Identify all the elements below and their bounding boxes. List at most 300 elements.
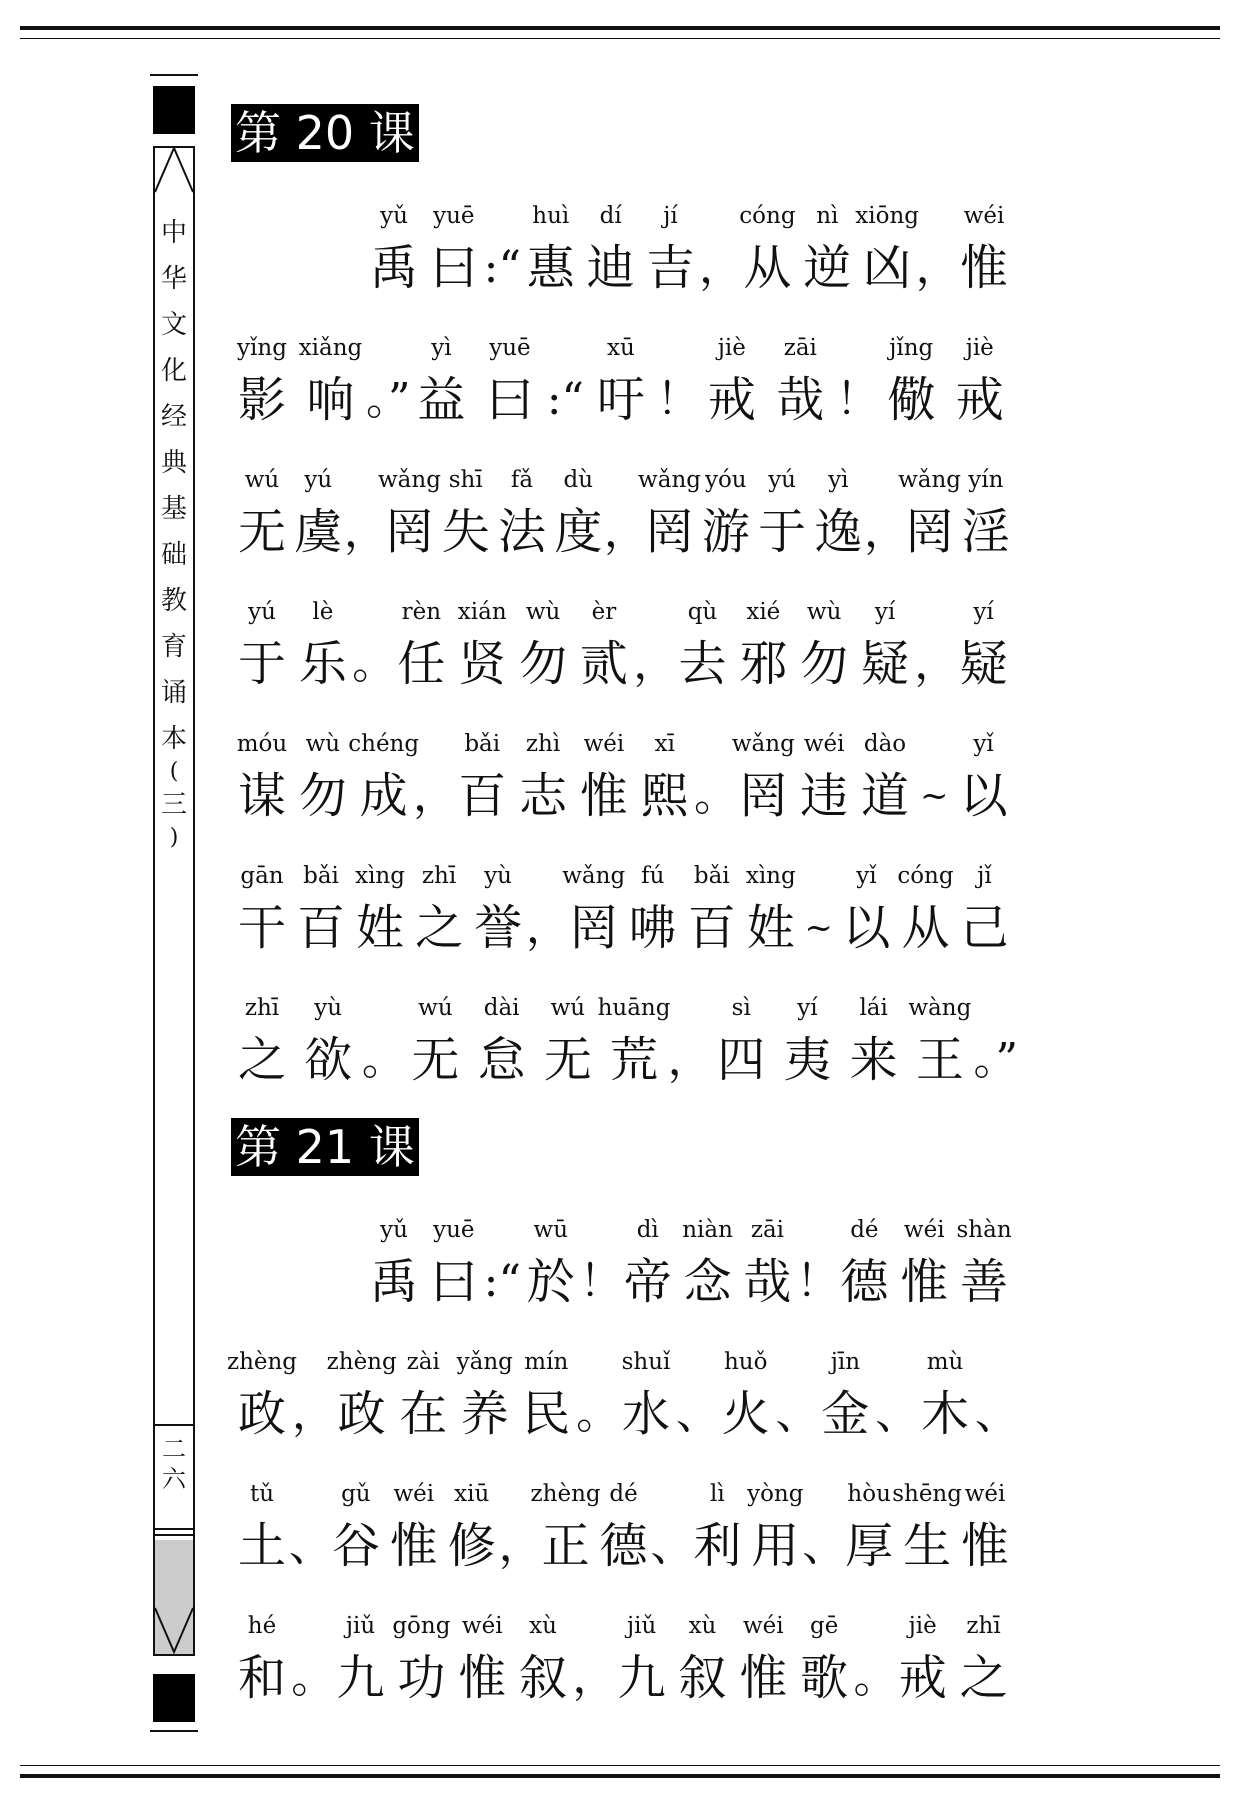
pinyin: yóu [704, 467, 747, 493]
hanzi-character: 之 [415, 900, 464, 956]
pinyin: zhì [525, 731, 561, 757]
pinyin: gōng [392, 1613, 451, 1639]
punctuation: 。 [352, 638, 397, 689]
punctuation: 、 [675, 1388, 720, 1439]
hanzi-character: 于 [758, 504, 807, 560]
hanzi-character: 勿 [519, 636, 568, 692]
hanzi-character: 叙 [678, 1650, 727, 1706]
pinyin: gǔ [341, 1481, 371, 1507]
hanzi-character: 益 [417, 372, 466, 428]
punctuation: :“ [483, 1256, 521, 1307]
punctuation: 、 [288, 1520, 333, 1571]
punctuation: ， [343, 506, 388, 557]
pinyin: shēng [892, 1481, 962, 1507]
text-row [0, 1480, 1241, 1612]
pinyin: dài [483, 995, 520, 1021]
hanzi-character: 德 [840, 1254, 889, 1310]
pinyin: wǎng [378, 467, 441, 493]
pinyin: yú [304, 467, 333, 493]
pinyin: huǒ [723, 1349, 768, 1375]
pinyin: qù [687, 599, 718, 625]
sidebar-title-char: 化 [160, 356, 187, 386]
hanzi-character: 罔 [569, 900, 618, 956]
punctuation: ， [667, 1034, 712, 1085]
pinyin: yòng [747, 1481, 804, 1507]
text-row [0, 466, 1241, 598]
hanzi-character: 戒 [898, 1650, 947, 1706]
pinyin: dì [636, 1217, 659, 1243]
sidebar-title-char: 华 [160, 264, 187, 294]
pinyin: bǎi [693, 863, 730, 889]
hanzi-character: 谋 [237, 768, 286, 824]
text-row [0, 202, 1241, 334]
pinyin: lái [859, 995, 888, 1021]
hanzi-character: 姓 [746, 900, 795, 956]
text-row [0, 334, 1241, 466]
punctuation: ， [915, 242, 960, 293]
pinyin: dí [599, 203, 622, 229]
pinyin: wǎng [562, 863, 626, 889]
pinyin: shàn [956, 1217, 1012, 1243]
hanzi-character: 利 [693, 1518, 742, 1574]
hanzi-character: 之 [237, 1032, 286, 1088]
hanzi-character: 念 [683, 1254, 732, 1310]
pinyin: jiè [717, 335, 746, 361]
pinyin: zài [406, 1349, 440, 1375]
hanzi-character: 疑 [959, 636, 1008, 692]
hanzi-character: 任 [397, 636, 446, 692]
pinyin: jí [663, 203, 678, 229]
sidebar-title-char: 三 [160, 790, 187, 820]
punctuation: 、 [650, 1520, 695, 1571]
hanzi-character: 影 [237, 372, 286, 428]
hanzi-character: 曰 [429, 1254, 478, 1310]
hanzi-character: 无 [411, 1032, 460, 1088]
text-row [0, 1348, 1241, 1480]
punctuation: 。 [361, 1034, 406, 1085]
pinyin: mín [524, 1349, 569, 1375]
pinyin: zhèng [326, 1349, 397, 1375]
pinyin: tǔ [249, 1481, 275, 1507]
hanzi-character: 政 [237, 1386, 286, 1442]
hanzi-character: 熙 [640, 768, 689, 824]
pinyin: zāi [783, 335, 817, 361]
hanzi-character: 怠 [477, 1032, 526, 1088]
hanzi-character: 正 [541, 1518, 590, 1574]
pinyin: xìng [355, 863, 405, 889]
punctuation: ， [914, 638, 959, 689]
hanzi-character: 水 [621, 1386, 670, 1442]
hanzi-character: 禹 [369, 1254, 418, 1310]
hanzi-character: 於 [526, 1254, 575, 1310]
pinyin: hòu [847, 1481, 891, 1507]
lesson-21-heading: 第 21 课 [231, 1118, 419, 1176]
sidebar-page-char: 二 [162, 1435, 186, 1463]
hanzi-character: 吉 [646, 240, 695, 296]
sidebar-title-char: ( [169, 759, 179, 784]
hanzi-character: 德 [599, 1518, 648, 1574]
pinyin: wú [418, 995, 453, 1021]
punctuation: :“ [483, 242, 521, 293]
pinyin: dù [563, 467, 594, 493]
hanzi-character: 法 [498, 504, 547, 560]
text-row [0, 1612, 1241, 1744]
pinyin: wū [533, 1217, 569, 1243]
pinyin: yǐ [856, 863, 877, 889]
hanzi-character: 生 [903, 1518, 952, 1574]
pinyin: wéi [803, 731, 845, 757]
pinyin: yuē [489, 335, 531, 361]
lesson-20-heading: 第 20 课 [231, 104, 419, 162]
punctuation: 。” [973, 1034, 1018, 1085]
pinyin: wú [244, 467, 280, 493]
hanzi-character: 木 [921, 1386, 970, 1442]
hanzi-character: 罔 [645, 504, 694, 560]
pinyin: jiè [965, 335, 994, 361]
hanzi-character: 誉 [474, 900, 523, 956]
pinyin: xiū [454, 1481, 490, 1507]
hanzi-character: 志 [519, 768, 568, 824]
pinyin: yí [973, 599, 994, 625]
hanzi-character: 成 [359, 768, 408, 824]
hanzi-character: 百 [687, 900, 736, 956]
pinyin: yuē [433, 1217, 475, 1243]
punctuation: ！ [656, 374, 701, 425]
hanzi-character: 百 [458, 768, 507, 824]
hanzi-character: 贰 [579, 636, 628, 692]
punctuation: ， [572, 1652, 617, 1703]
hanzi-character: 惟 [739, 1650, 788, 1706]
hanzi-character: 从 [901, 900, 950, 956]
hanzi-character: 响 [306, 372, 355, 428]
pinyin: xiǎng [298, 335, 363, 361]
hanzi-character: 在 [399, 1386, 448, 1442]
hanzi-character: 曰 [485, 372, 534, 428]
hanzi-character: 去 [678, 636, 727, 692]
punctuation: ， [633, 638, 678, 689]
hanzi-character: 惟 [579, 768, 628, 824]
hanzi-character: 以 [842, 900, 891, 956]
hanzi-character: 无 [543, 1032, 592, 1088]
pinyin: xìng [745, 863, 796, 889]
pinyin: rèn [401, 599, 442, 625]
top-thick-rule [20, 26, 1220, 30]
pinyin: zāi [750, 1217, 785, 1243]
pinyin: yǎng [456, 1349, 513, 1375]
hanzi-character: 无 [237, 504, 286, 560]
pinyin: wù [305, 731, 341, 757]
pinyin: hé [247, 1613, 277, 1639]
hanzi-character: 干 [237, 900, 286, 956]
sidebar-page-char: 六 [162, 1465, 186, 1493]
pinyin: zhī [421, 863, 457, 889]
punctuation: 、 [875, 1388, 920, 1439]
pinyin: yí [797, 995, 818, 1021]
sidebar-title-char: 本 [160, 724, 187, 754]
punctuation: ！ [835, 374, 880, 425]
pinyin: yù [484, 863, 512, 889]
pinyin: zhī [966, 1613, 1001, 1639]
hanzi-character: 失 [441, 504, 490, 560]
hanzi-character: 淫 [961, 504, 1010, 560]
punctuation: ， [603, 506, 648, 557]
sidebar-title-char: 中 [160, 218, 187, 248]
hanzi-character: 勿 [298, 768, 347, 824]
pinyin: yì [828, 467, 849, 493]
sidebar-title-char: 诵 [160, 678, 187, 708]
hanzi-character: 百 [297, 900, 346, 956]
hanzi-character: 养 [460, 1386, 509, 1442]
pinyin: xié [746, 599, 781, 625]
hanzi-character: 禹 [369, 240, 418, 296]
text-row [0, 994, 1241, 1126]
pinyin: zhèng [530, 1481, 601, 1507]
hanzi-character: 惠 [526, 240, 575, 296]
pinyin: huāng [597, 995, 671, 1021]
punctuation: 。 [291, 1652, 336, 1703]
hanzi-character: 曰 [429, 240, 478, 296]
pinyin: lè [312, 599, 334, 625]
hanzi-character: 罔 [739, 768, 788, 824]
hanzi-character: 儆 [887, 372, 936, 428]
pinyin: shuǐ [621, 1349, 671, 1375]
hanzi-character: 民 [522, 1386, 571, 1442]
hanzi-character: 帝 [623, 1254, 672, 1310]
pinyin: fǎ [510, 467, 534, 493]
sidebar-title-char: 文 [160, 310, 187, 340]
hanzi-character: 哉 [776, 372, 825, 428]
pinyin: wéi [964, 1481, 1006, 1507]
punctuation: ， [525, 902, 570, 953]
pinyin: jīn [830, 1349, 861, 1375]
pinyin: yì [431, 335, 452, 361]
pinyin: wéi [743, 1613, 784, 1639]
pinyin: wéi [393, 1481, 435, 1507]
hanzi-character: 歌 [800, 1650, 849, 1706]
hanzi-character: 迪 [586, 240, 635, 296]
pinyin: xī [654, 731, 675, 757]
pinyin: yín [968, 467, 1004, 493]
sidebar-top-block [153, 86, 195, 134]
pinyin: shī [448, 467, 483, 493]
punctuation: 。 [576, 1388, 621, 1439]
punctuation: ， [698, 242, 743, 293]
hanzi-character: 金 [821, 1386, 870, 1442]
punctuation: ！ [795, 1256, 840, 1307]
hanzi-character: 厚 [845, 1518, 894, 1574]
pinyin: dào [863, 731, 907, 757]
pinyin: wéi [903, 1217, 945, 1243]
top-thin-rule [20, 38, 1220, 39]
hanzi-character: 戒 [707, 372, 756, 428]
pinyin: wàng [908, 995, 972, 1021]
sidebar-title-char: 基 [160, 494, 187, 524]
pinyin: sì [731, 995, 751, 1021]
pinyin: wǎng [898, 467, 962, 493]
pinyin: jǐng [889, 335, 934, 361]
pinyin: wù [525, 599, 561, 625]
hanzi-character: 疑 [861, 636, 910, 692]
pinyin: xū [606, 335, 635, 361]
pinyin: xián [457, 599, 507, 625]
pinyin: jiǔ [345, 1613, 376, 1639]
hanzi-character: 贤 [458, 636, 507, 692]
pinyin: èr [591, 599, 617, 625]
pinyin: móu [236, 731, 288, 757]
pinyin: wéi [461, 1613, 503, 1639]
hanzi-character: 用 [751, 1518, 800, 1574]
pinyin: gān [240, 863, 284, 889]
hanzi-character: 之 [959, 1650, 1008, 1706]
pinyin: xiōng [855, 203, 919, 229]
hanzi-character: 违 [800, 768, 849, 824]
hanzi-character: 来 [849, 1032, 898, 1088]
pinyin: wǎng [731, 731, 795, 757]
hanzi-character: 政 [337, 1386, 386, 1442]
pinyin: wéi [583, 731, 625, 757]
pinyin: yǐng [237, 335, 287, 361]
pinyin: bǎi [303, 863, 339, 889]
hanzi-character: 以 [959, 768, 1008, 824]
hanzi-character: 逆 [803, 240, 852, 296]
pinyin: niàn [682, 1217, 733, 1243]
hanzi-character: 道 [861, 768, 910, 824]
hanzi-character: 叙 [519, 1650, 568, 1706]
pinyin: xù [529, 1613, 557, 1639]
hanzi-character: 火 [721, 1386, 770, 1442]
punctuation: ， [863, 506, 908, 557]
hanzi-character: 夷 [783, 1032, 832, 1088]
hanzi-character: 罔 [385, 504, 434, 560]
bottom-thin-rule [20, 1765, 1220, 1766]
pinyin: yǔ [380, 1217, 408, 1243]
pinyin: huì [532, 203, 570, 229]
pinyin: cóng [739, 203, 796, 229]
hanzi-character: 吁 [596, 372, 645, 428]
hanzi-character: 土 [237, 1518, 286, 1574]
punctuation: 、 [775, 1388, 820, 1439]
pinyin: xù [688, 1613, 717, 1639]
hanzi-character: 九 [336, 1650, 385, 1706]
pinyin: lì [710, 1481, 725, 1507]
hanzi-character: 惟 [389, 1518, 438, 1574]
text-row [0, 730, 1241, 862]
pinyin: wéi [963, 203, 1005, 229]
sidebar-title-char: 教 [160, 586, 187, 616]
hanzi-character: 惟 [960, 240, 1009, 296]
pinyin: yù [314, 995, 343, 1021]
text-row [0, 598, 1241, 730]
hanzi-character: 谷 [331, 1518, 380, 1574]
punctuation: ！ [579, 1256, 624, 1307]
pinyin: fú [641, 863, 665, 889]
hanzi-character: 咈 [628, 900, 677, 956]
pinyin: bǎi [464, 731, 501, 757]
hanzi-character: 修 [447, 1518, 496, 1574]
pinyin: yuē [433, 203, 475, 229]
punctuation: ， [291, 1388, 336, 1439]
hanzi-character: 九 [617, 1650, 666, 1706]
pinyin: wú [550, 995, 586, 1021]
sidebar-title-char: 础 [160, 540, 187, 570]
pinyin: wǎng [638, 467, 701, 493]
hanzi-character: 姓 [356, 900, 405, 956]
pinyin: cóng [897, 863, 954, 889]
bottom-thick-rule [20, 1774, 1220, 1778]
punctuation: ， [412, 770, 457, 821]
hanzi-character: 善 [960, 1254, 1009, 1310]
pinyin: zhī [244, 995, 280, 1021]
hanzi-character: 勿 [800, 636, 849, 692]
hanzi-character: 哉 [743, 1254, 792, 1310]
sidebar-title-char: 典 [160, 448, 187, 478]
punctuation: 、 [802, 1520, 847, 1571]
sidebar-top-rule [150, 74, 198, 76]
punctuation: 。 [853, 1652, 898, 1703]
pinyin: nì [816, 203, 839, 229]
pinyin: chéng [348, 731, 420, 757]
hanzi-character: 欲 [304, 1032, 353, 1088]
hanzi-character: 荒 [610, 1032, 659, 1088]
hanzi-character: 惟 [900, 1254, 949, 1310]
punctuation: ， [498, 1520, 543, 1571]
pinyin: wù [806, 599, 842, 625]
hanzi-character: 己 [960, 900, 1009, 956]
punctuation: 。” [365, 374, 411, 425]
punctuation: 、 [974, 1388, 1019, 1439]
sidebar-title-char: 育 [160, 632, 187, 662]
punctuation: 。 [694, 770, 739, 821]
hanzi-character: 罔 [905, 504, 954, 560]
pinyin: yú [768, 467, 796, 493]
pinyin: yǔ [380, 203, 408, 229]
text-row [0, 1216, 1241, 1348]
hanzi-character: 凶 [863, 240, 912, 296]
sidebar-up-arrow-icon [153, 146, 195, 194]
pinyin: mù [926, 1349, 964, 1375]
sidebar-title-char: ) [169, 825, 179, 850]
hanzi-character: 乐 [298, 636, 347, 692]
pinyin: yǐ [973, 731, 994, 757]
hanzi-character: 王 [915, 1032, 964, 1088]
hanzi-character: 惟 [961, 1518, 1010, 1574]
hanzi-character: 戒 [955, 372, 1004, 428]
pinyin: yí [874, 599, 896, 625]
pinyin: zhèng [226, 1349, 298, 1375]
hanzi-character: 和 [237, 1650, 286, 1706]
hanzi-character: 四 [717, 1032, 766, 1088]
punctuation: ~ [804, 908, 833, 948]
hanzi-character: 逸 [814, 504, 863, 560]
hanzi-character: 功 [397, 1650, 446, 1706]
pinyin: jiǔ [626, 1613, 657, 1639]
punctuation: :“ [546, 374, 585, 425]
hanzi-character: 邪 [739, 636, 788, 692]
pinyin: dé [850, 1217, 879, 1243]
sidebar-title-char: 经 [160, 402, 187, 432]
hanzi-character: 游 [701, 504, 750, 560]
pinyin: jǐ [977, 863, 992, 889]
pinyin: dé [609, 1481, 638, 1507]
hanzi-character: 惟 [458, 1650, 507, 1706]
pinyin: gē [810, 1613, 839, 1639]
hanzi-character: 从 [743, 240, 792, 296]
hanzi-character: 于 [237, 636, 286, 692]
pinyin: yú [248, 599, 276, 625]
pinyin: jiè [908, 1613, 937, 1639]
hanzi-character: 虞 [294, 504, 343, 560]
text-row [0, 862, 1241, 994]
